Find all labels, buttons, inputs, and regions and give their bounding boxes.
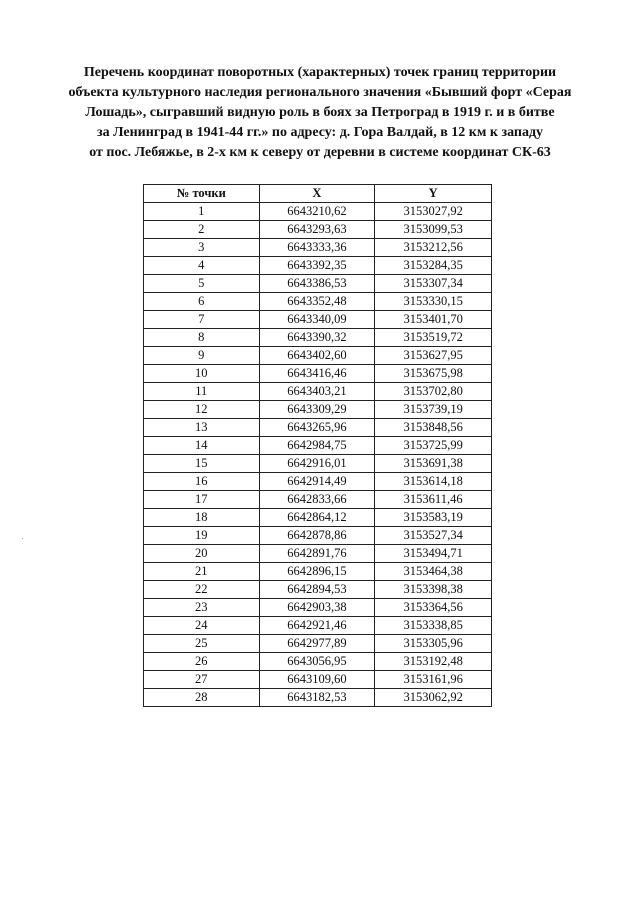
table-row bbox=[144, 293, 492, 311]
x-coordinate-cell: 6642896,15 bbox=[259, 563, 375, 581]
x-coordinate-cell: 6643390,32 bbox=[259, 329, 375, 347]
y-coordinate-cell: 3153307,34 bbox=[375, 275, 492, 293]
x-coordinate-cell: 6643352,48 bbox=[259, 293, 375, 311]
scan-speck bbox=[22, 538, 23, 539]
point-number-cell: 22 bbox=[144, 581, 260, 599]
y-coordinate-cell: 3153338,85 bbox=[375, 617, 492, 635]
point-number-cell: 26 bbox=[144, 653, 260, 671]
y-coordinate-cell: 3153527,34 bbox=[375, 527, 492, 545]
x-coordinate-cell: 6642864,12 bbox=[259, 509, 375, 527]
point-number-cell: 9 bbox=[144, 347, 260, 365]
x-coordinate-cell: 6643265,96 bbox=[259, 419, 375, 437]
point-number-cell: 15 bbox=[144, 455, 260, 473]
y-coordinate-cell: 3153725,99 bbox=[375, 437, 492, 455]
y-coordinate-cell: 3153161,96 bbox=[375, 671, 492, 689]
x-coordinate-cell: 6642891,76 bbox=[259, 545, 375, 563]
x-coordinate-cell: 6643109,60 bbox=[259, 671, 375, 689]
x-coordinate-cell: 6642921,46 bbox=[259, 617, 375, 635]
table-row bbox=[144, 311, 492, 329]
point-number-cell: 6 bbox=[144, 293, 260, 311]
x-coordinate-cell: 6643333,36 bbox=[259, 239, 375, 257]
point-number-cell: 14 bbox=[144, 437, 260, 455]
x-coordinate-cell: 6642878,86 bbox=[259, 527, 375, 545]
y-coordinate-cell: 3153284,35 bbox=[375, 257, 492, 275]
point-number-cell: 28 bbox=[144, 689, 260, 707]
point-number-cell: 8 bbox=[144, 329, 260, 347]
y-coordinate-cell: 3153364,56 bbox=[375, 599, 492, 617]
table-row bbox=[144, 599, 492, 617]
y-coordinate-cell: 3153702,80 bbox=[375, 383, 492, 401]
point-number-cell: 1 bbox=[144, 203, 260, 221]
point-number-cell: 21 bbox=[144, 563, 260, 581]
table-row bbox=[144, 419, 492, 437]
table-header-row bbox=[144, 185, 492, 203]
point-number-cell: 2 bbox=[144, 221, 260, 239]
y-coordinate-cell: 3153401,70 bbox=[375, 311, 492, 329]
point-number-cell: 20 bbox=[144, 545, 260, 563]
table-row bbox=[144, 689, 492, 707]
y-coordinate-cell: 3153739,19 bbox=[375, 401, 492, 419]
table-row bbox=[144, 653, 492, 671]
point-number-cell: 3 bbox=[144, 239, 260, 257]
y-coordinate-cell: 3153330,15 bbox=[375, 293, 492, 311]
table-row bbox=[144, 275, 492, 293]
x-coordinate-cell: 6642914,49 bbox=[259, 473, 375, 491]
y-coordinate-cell: 3153611,46 bbox=[375, 491, 492, 509]
x-coordinate-cell: 6642894,53 bbox=[259, 581, 375, 599]
table-row bbox=[144, 365, 492, 383]
x-coordinate-cell: 6643386,53 bbox=[259, 275, 375, 293]
title-line: за Ленинград в 1941-44 гг.» по адресу: д. Гора Валдай, в 12 км к западу bbox=[96, 125, 544, 140]
y-coordinate-cell: 3153062,92 bbox=[375, 689, 492, 707]
x-coordinate-cell: 6643309,29 bbox=[259, 401, 375, 419]
table-row bbox=[144, 527, 492, 545]
y-coordinate-cell: 3153099,53 bbox=[375, 221, 492, 239]
point-number-cell: 27 bbox=[144, 671, 260, 689]
header-x: X bbox=[259, 185, 375, 203]
title-line: объекта культурного наследия регионального значения «Бывший форт «Серая bbox=[68, 85, 572, 100]
table-row bbox=[144, 437, 492, 455]
point-number-cell: 24 bbox=[144, 617, 260, 635]
x-coordinate-cell: 6643056,95 bbox=[259, 653, 375, 671]
y-coordinate-cell: 3153027,92 bbox=[375, 203, 492, 221]
x-coordinate-cell: 6642916,01 bbox=[259, 455, 375, 473]
point-number-cell: 19 bbox=[144, 527, 260, 545]
x-coordinate-cell: 6643210,62 bbox=[259, 203, 375, 221]
point-number-cell: 18 bbox=[144, 509, 260, 527]
table-row bbox=[144, 383, 492, 401]
x-coordinate-cell: 6643182,53 bbox=[259, 689, 375, 707]
table-row bbox=[144, 203, 492, 221]
point-number-cell: 4 bbox=[144, 257, 260, 275]
y-coordinate-cell: 3153464,38 bbox=[375, 563, 492, 581]
y-coordinate-cell: 3153212,56 bbox=[375, 239, 492, 257]
title-line: Лошадь», сыгравший видную роль в боях за Петроград в 1919 г. и в битве bbox=[85, 105, 555, 120]
table-row bbox=[144, 509, 492, 527]
table-row bbox=[144, 329, 492, 347]
table-row bbox=[144, 635, 492, 653]
x-coordinate-cell: 6642977,89 bbox=[259, 635, 375, 653]
point-number-cell: 12 bbox=[144, 401, 260, 419]
table-row bbox=[144, 347, 492, 365]
y-coordinate-cell: 3153494,71 bbox=[375, 545, 492, 563]
header-point-number: № точки bbox=[144, 185, 260, 203]
x-coordinate-cell: 6643392,35 bbox=[259, 257, 375, 275]
table-row bbox=[144, 401, 492, 419]
document-title bbox=[40, 63, 600, 163]
table-row bbox=[144, 671, 492, 689]
point-number-cell: 25 bbox=[144, 635, 260, 653]
x-coordinate-cell: 6642833,66 bbox=[259, 491, 375, 509]
point-number-cell: 7 bbox=[144, 311, 260, 329]
header-y: Y bbox=[375, 185, 492, 203]
point-number-cell: 11 bbox=[144, 383, 260, 401]
x-coordinate-cell: 6643340,09 bbox=[259, 311, 375, 329]
table-row bbox=[144, 257, 492, 275]
x-coordinate-cell: 6642903,38 bbox=[259, 599, 375, 617]
point-number-cell: 10 bbox=[144, 365, 260, 383]
y-coordinate-cell: 3153398,38 bbox=[375, 581, 492, 599]
table-row bbox=[144, 239, 492, 257]
y-coordinate-cell: 3153192,48 bbox=[375, 653, 492, 671]
x-coordinate-cell: 6642984,75 bbox=[259, 437, 375, 455]
table-row bbox=[144, 473, 492, 491]
point-number-cell: 5 bbox=[144, 275, 260, 293]
table-row bbox=[144, 455, 492, 473]
x-coordinate-cell: 6643416,46 bbox=[259, 365, 375, 383]
title-line: от пос. Лебяжье, в 2-х км к северу от деревни в системе координат СК-63 bbox=[89, 145, 551, 160]
y-coordinate-cell: 3153614,18 bbox=[375, 473, 492, 491]
y-coordinate-cell: 3153519,72 bbox=[375, 329, 492, 347]
y-coordinate-cell: 3153848,56 bbox=[375, 419, 492, 437]
y-coordinate-cell: 3153305,96 bbox=[375, 635, 492, 653]
point-number-cell: 23 bbox=[144, 599, 260, 617]
point-number-cell: 13 bbox=[144, 419, 260, 437]
title-line: Перечень координат поворотных (характерных) точек границ территории bbox=[83, 65, 557, 80]
y-coordinate-cell: 3153583,19 bbox=[375, 509, 492, 527]
table-row bbox=[144, 545, 492, 563]
point-number-cell: 16 bbox=[144, 473, 260, 491]
y-coordinate-cell: 3153691,38 bbox=[375, 455, 492, 473]
table-row bbox=[144, 221, 492, 239]
x-coordinate-cell: 6643403,21 bbox=[259, 383, 375, 401]
x-coordinate-cell: 6643402,60 bbox=[259, 347, 375, 365]
table-row bbox=[144, 581, 492, 599]
table-row bbox=[144, 491, 492, 509]
x-coordinate-cell: 6643293,63 bbox=[259, 221, 375, 239]
y-coordinate-cell: 3153627,95 bbox=[375, 347, 492, 365]
table-row bbox=[144, 617, 492, 635]
y-coordinate-cell: 3153675,98 bbox=[375, 365, 492, 383]
table-row bbox=[144, 563, 492, 581]
point-number-cell: 17 bbox=[144, 491, 260, 509]
coordinates-table bbox=[143, 184, 492, 707]
table-body bbox=[144, 203, 492, 707]
